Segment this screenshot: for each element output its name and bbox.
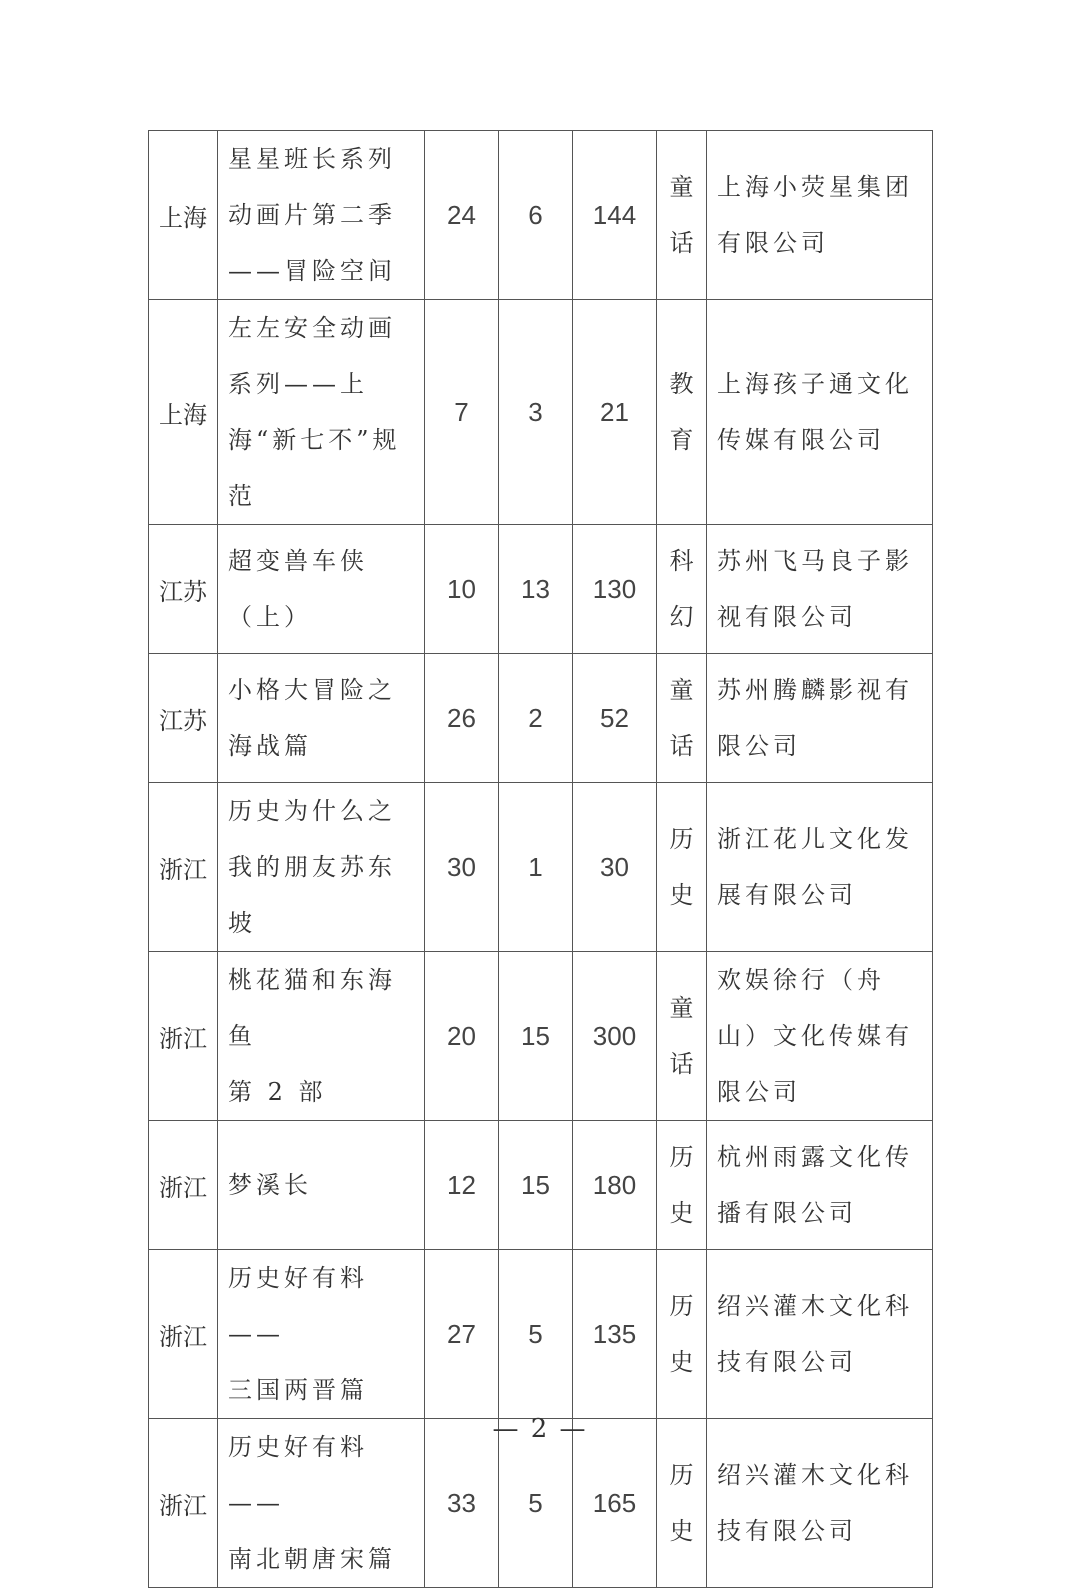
- genre-char: 童: [669, 676, 694, 704]
- episodes-cell: 24: [425, 131, 499, 300]
- region-cell: 浙江: [149, 952, 218, 1121]
- total-minutes-cell: 130: [573, 525, 657, 654]
- table-row: [149, 783, 933, 952]
- genre-cell: [657, 300, 707, 525]
- episodes-cell: 30: [425, 783, 499, 952]
- title-cell: 梦溪长: [218, 1121, 425, 1250]
- table-row: [149, 952, 933, 1121]
- episodes-cell: 33: [425, 1419, 499, 1588]
- region-cell: 浙江: [149, 1419, 218, 1588]
- total-minutes-cell: 30: [573, 783, 657, 952]
- total-minutes-cell: 180: [573, 1121, 657, 1250]
- company-cell: 浙江花儿文化发展有限公司: [707, 783, 933, 952]
- genre-char: 史: [669, 1348, 694, 1376]
- table-row: [149, 1121, 933, 1250]
- episodes-cell: 26: [425, 654, 499, 783]
- genre-char: 话: [669, 732, 694, 760]
- company-cell: 上海孩子通文化传媒有限公司: [707, 300, 933, 525]
- title-cell: 星星班长系列动画片第二季——冒险空间: [218, 131, 425, 300]
- minutes-cell: 2: [499, 654, 573, 783]
- total-minutes-cell: 21: [573, 300, 657, 525]
- genre-char: 幻: [669, 603, 694, 631]
- total-minutes-cell: 300: [573, 952, 657, 1121]
- page-number: — 2 —: [492, 1414, 588, 1444]
- company-cell: 杭州雨露文化传播有限公司: [707, 1121, 933, 1250]
- genre-char: 历: [669, 1461, 694, 1489]
- company-cell: 绍兴灌木文化科技有限公司: [707, 1250, 933, 1419]
- total-minutes-cell: 135: [573, 1250, 657, 1419]
- company-cell: 苏州腾麟影视有限公司: [707, 654, 933, 783]
- genre-char: 话: [669, 1050, 694, 1078]
- total-minutes-cell: 144: [573, 131, 657, 300]
- region-cell: 上海: [149, 300, 218, 525]
- company-cell: 苏州飞马良子影视有限公司: [707, 525, 933, 654]
- region-cell: 上海: [149, 131, 218, 300]
- company-cell: 绍兴灌木文化科技有限公司: [707, 1419, 933, 1588]
- region-cell: 江苏: [149, 654, 218, 783]
- genre-cell: [657, 525, 707, 654]
- genre-char: 科: [669, 547, 694, 575]
- table-row: [149, 131, 933, 300]
- table-row: [149, 1250, 933, 1419]
- episodes-cell: 10: [425, 525, 499, 654]
- minutes-cell: 15: [499, 1121, 573, 1250]
- total-minutes-cell: 52: [573, 654, 657, 783]
- genre-char: 历: [669, 1292, 694, 1320]
- region-cell: 浙江: [149, 1121, 218, 1250]
- minutes-cell: 15: [499, 952, 573, 1121]
- genre-cell: [657, 654, 707, 783]
- table-row: [149, 654, 933, 783]
- title-cell: 超变兽车侠（上）: [218, 525, 425, 654]
- genre-char: 童: [669, 173, 694, 201]
- minutes-cell: 13: [499, 525, 573, 654]
- episodes-cell: 7: [425, 300, 499, 525]
- genre-cell: [657, 952, 707, 1121]
- title-cell: 历史好有料—— 南北朝唐宋篇: [218, 1419, 425, 1588]
- minutes-cell: 6: [499, 131, 573, 300]
- genre-cell: [657, 1250, 707, 1419]
- genre-char: 史: [669, 1517, 694, 1545]
- genre-char: 历: [669, 1143, 694, 1171]
- title-cell: 历史为什么之我的朋友苏东坡: [218, 783, 425, 952]
- genre-cell: [657, 131, 707, 300]
- genre-char: 话: [669, 229, 694, 257]
- region-cell: 浙江: [149, 783, 218, 952]
- title-cell: 历史好有料—— 三国两晋篇: [218, 1250, 425, 1419]
- company-cell: 上海小荧星集团有限公司: [707, 131, 933, 300]
- title-cell: 小格大冒险之 海战篇: [218, 654, 425, 783]
- title-cell: 桃花猫和东海鱼 第 2 部: [218, 952, 425, 1121]
- episodes-cell: 27: [425, 1250, 499, 1419]
- animation-list-table: [148, 130, 933, 1588]
- genre-char: 育: [669, 426, 694, 454]
- minutes-cell: 3: [499, 300, 573, 525]
- genre-char: 教: [669, 370, 694, 398]
- title-cell: 左左安全动画系列——上海“新七不”规范: [218, 300, 425, 525]
- total-minutes-cell: 165: [573, 1419, 657, 1588]
- table-row: [149, 300, 933, 525]
- genre-cell: [657, 1121, 707, 1250]
- genre-char: 史: [669, 1199, 694, 1227]
- genre-cell: [657, 783, 707, 952]
- company-cell: 欢娱徐行（舟山）文化传媒有限公司: [707, 952, 933, 1121]
- region-cell: 浙江: [149, 1250, 218, 1419]
- genre-char: 史: [669, 881, 694, 909]
- episodes-cell: 20: [425, 952, 499, 1121]
- episodes-cell: 12: [425, 1121, 499, 1250]
- minutes-cell: 5: [499, 1419, 573, 1588]
- table-row: [149, 525, 933, 654]
- minutes-cell: 1: [499, 783, 573, 952]
- region-cell: 江苏: [149, 525, 218, 654]
- genre-char: 历: [669, 825, 694, 853]
- minutes-cell: 5: [499, 1250, 573, 1419]
- genre-char: 童: [669, 994, 694, 1022]
